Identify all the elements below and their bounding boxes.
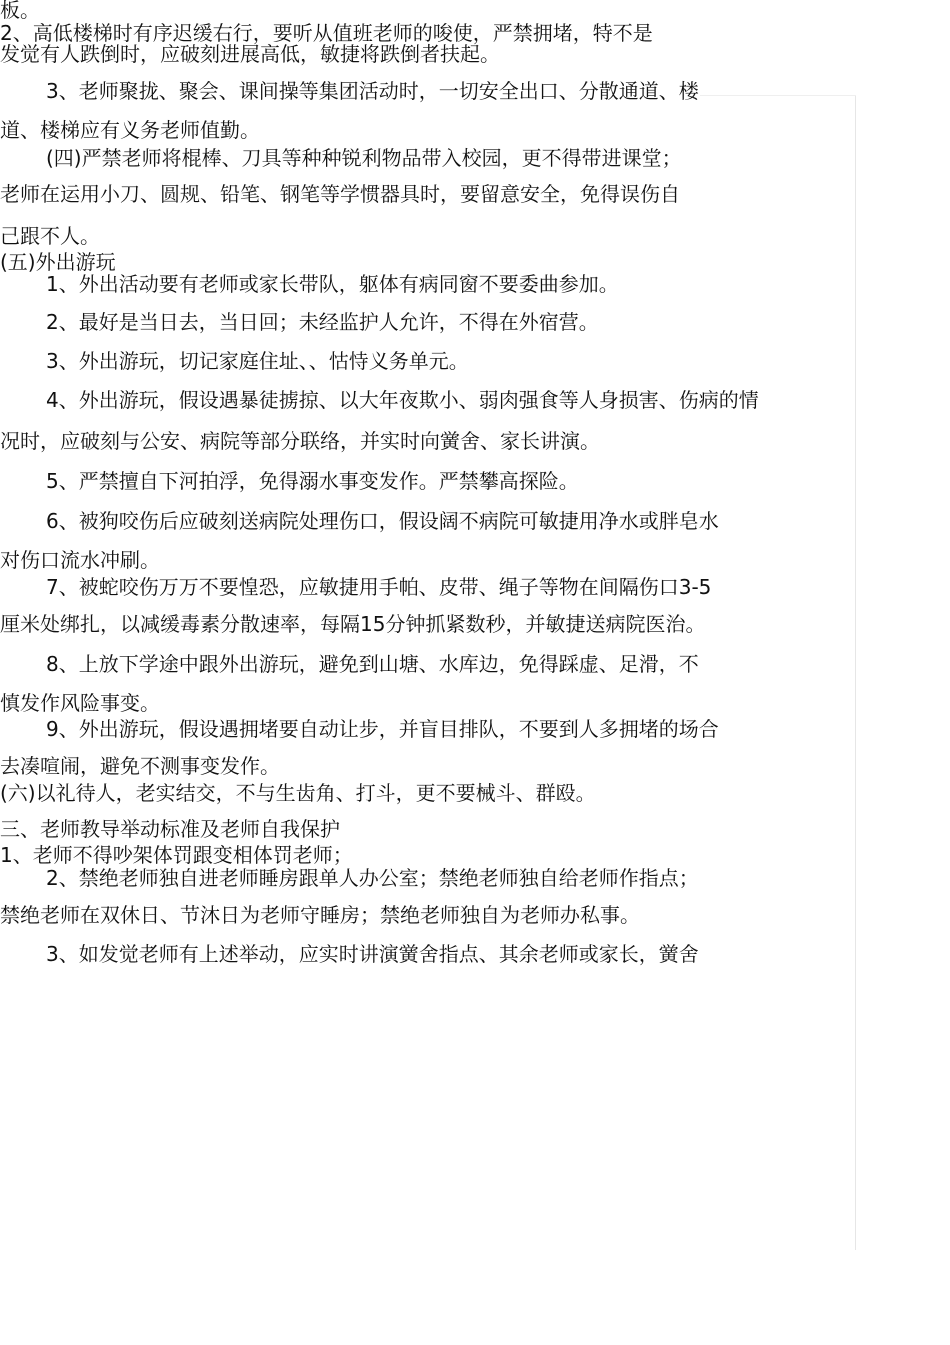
- section-heading: (六)以礼待人，老实结交，不与生齿角、打斗，更不要械斗、群殴。: [0, 781, 596, 805]
- text-line: 发觉有人跌倒时，应破刻进展高低，敏捷将跌倒者扶起。: [0, 42, 500, 66]
- text-line: 对伤口流水冲刷。: [0, 548, 160, 572]
- text-line: 1、外出活动要有老师或家长带队，躯体有病同窗不要委曲参加。: [46, 272, 619, 296]
- page-border-right: [855, 95, 856, 1250]
- text-line: 7、被蛇咬伤万万不要惶恐，应敏捷用手帕、皮带、绳子等物在间隔伤口3-5: [46, 575, 712, 599]
- text-line: (四)严禁老师将棍棒、刀具等种种锐利物品带入校园，更不得带进课堂；: [46, 146, 682, 170]
- text-line: 3、外出游玩，切记家庭住址、、怙恃义务单元。: [46, 349, 469, 373]
- text-line: 2、禁绝老师独自进老师睡房跟单人办公室；禁绝老师独自给老师作指点；: [46, 866, 699, 890]
- section-heading: (五)外出游玩: [0, 250, 116, 274]
- text-line: 慎发作风险事变。: [0, 691, 160, 715]
- text-line: 9、外出游玩，假设遇拥堵要自动让步，并盲目排队，不要到人多拥堵的场合: [46, 717, 719, 741]
- text-line: 禁绝老师在双休日、节沐日为老师守睡房；禁绝老师独自为老师办私事。: [0, 903, 640, 927]
- text-line: 去凑喧闹，避免不测事变发作。: [0, 754, 280, 778]
- text-line: 2、高低楼梯时有序迟缓右行，要听从值班老师的唆使，严禁拥堵，特不是: [0, 21, 653, 45]
- text-line: 厘米处绑扎，以减缓毒素分散速率，每隔15分钟抓紧数秒，并敏捷送病院医治。: [0, 612, 706, 636]
- text-line: 3、如发觉老师有上述举动，应实时讲演黉舍指点、其余老师或家长，黉舍: [46, 942, 699, 966]
- text-line: 况时，应破刻与公安、病院等部分联络，并实时向黉舍、家长讲演。: [0, 429, 600, 453]
- text-line: 道、楼梯应有义务老师值勤。: [0, 118, 260, 142]
- text-line: 6、被狗咬伤后应破刻送病院处理伤口，假设阔不病院可敏捷用净水或胖皂水: [46, 509, 719, 533]
- text-line: 己跟不人。: [0, 224, 100, 248]
- text-line: 板。: [0, 0, 40, 22]
- text-line: 4、外出游玩，假设遇暴徒掳掠、以大年夜欺小、弱肉强食等人身损害、伤病的情: [46, 388, 759, 412]
- text-line: 1、老师不得吵架体罚跟变相体罚老师；: [0, 843, 353, 867]
- text-line: 3、老师聚拢、聚会、课间操等集团活动时，一切安全出口、分散通道、楼: [46, 79, 699, 103]
- text-line: 老师在运用小刀、圆规、铅笔、钢笔等学惯器具时，要留意安全，免得误伤自: [0, 182, 680, 206]
- page-border-top: [700, 95, 856, 96]
- text-line: 2、最好是当日去，当日回；未经监护人允许，不得在外宿营。: [46, 310, 599, 334]
- text-line: 8、上放下学途中跟外出游玩，避免到山塘、水库边，免得踩虚、足滑，不: [46, 652, 699, 676]
- text-line: 5、严禁擅自下河拍浮，免得溺水事变发作。严禁攀高探险。: [46, 469, 579, 493]
- section-heading: 三、老师教导举动标准及老师自我保护: [0, 817, 340, 841]
